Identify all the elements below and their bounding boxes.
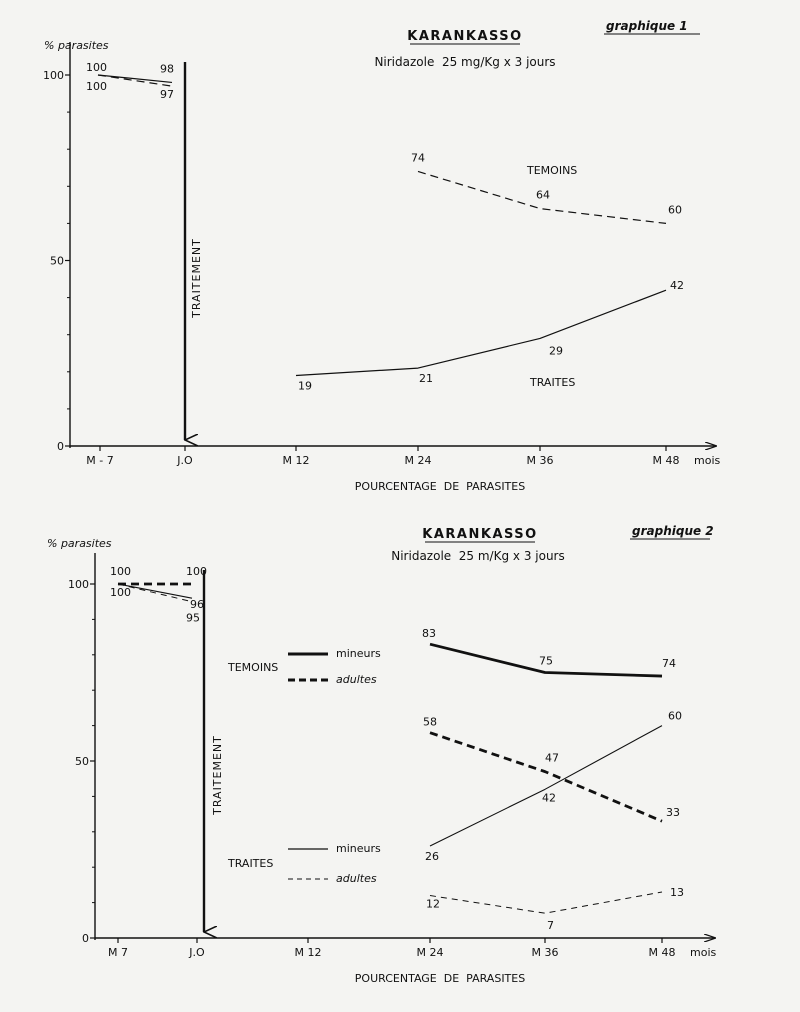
x-tick-label: M 48 bbox=[648, 946, 676, 959]
x-tick-label: M 48 bbox=[652, 454, 680, 467]
data-label: 100 bbox=[86, 80, 107, 93]
data-label: 26 bbox=[425, 849, 439, 863]
data-label: 75 bbox=[539, 654, 553, 668]
legend-label-traites-adultes: adultes bbox=[336, 872, 377, 885]
chart-1-series bbox=[86, 61, 684, 393]
chart-2-tag: graphique 2 bbox=[632, 524, 714, 538]
x-tick-label: M - 7 bbox=[86, 454, 114, 467]
x-tick-label: M 24 bbox=[404, 454, 432, 467]
chart-1-series-label-temoins: TEMOINS bbox=[527, 164, 578, 177]
legend-group-traites: TRAITES bbox=[228, 857, 274, 870]
chart-2-legend bbox=[227, 647, 381, 885]
chart-2 bbox=[47, 524, 717, 985]
chart-1-subtitle: Niridazole 25 mg/Kg x 3 jours bbox=[374, 55, 556, 69]
x-tick-label: M 7 bbox=[108, 946, 128, 959]
series-line bbox=[98, 75, 172, 82]
x-tick-label: J.O bbox=[189, 946, 205, 959]
legend-label-traites-mineurs: mineurs bbox=[336, 842, 381, 855]
data-label: 13 bbox=[670, 885, 684, 899]
data-label: 97 bbox=[160, 88, 174, 102]
x-tick-label: M 36 bbox=[526, 454, 554, 467]
data-label: 74 bbox=[662, 657, 676, 671]
data-label: 60 bbox=[668, 203, 682, 217]
x-tick-label: J.O bbox=[177, 454, 193, 467]
data-label: 42 bbox=[542, 791, 556, 805]
legend-label-temoins-mineurs: mineurs bbox=[336, 647, 381, 660]
chart-2-x-title: POURCENTAGE DE PARASITES bbox=[354, 972, 526, 985]
data-label: 21 bbox=[419, 372, 433, 386]
y-tick-label: 0 bbox=[57, 440, 64, 453]
y-tick-label: 50 bbox=[75, 755, 89, 768]
chart-1-title: KARANKASSO bbox=[407, 29, 523, 44]
series-line bbox=[430, 733, 662, 822]
data-label: 96 bbox=[190, 598, 204, 612]
data-label: 95 bbox=[186, 611, 200, 625]
chart-2-series bbox=[110, 565, 684, 932]
x-tick-label: M 36 bbox=[531, 946, 559, 959]
chart-1-series-label-traites: TRAITES bbox=[530, 376, 576, 389]
chart-2-title: KARANKASSO bbox=[422, 527, 538, 542]
data-label: 83 bbox=[422, 627, 436, 641]
chart-2-x-ticks bbox=[108, 938, 717, 959]
x-unit-label: mois bbox=[694, 454, 721, 467]
data-label: 100 bbox=[86, 61, 107, 74]
y-tick-label: 0 bbox=[82, 932, 89, 945]
series-line bbox=[430, 892, 662, 913]
chart-2-y-label: % parasites bbox=[47, 537, 112, 550]
data-label: 29 bbox=[549, 344, 563, 358]
x-unit-label: mois bbox=[690, 946, 717, 959]
y-tick-label: 100 bbox=[43, 69, 64, 82]
data-label: 60 bbox=[668, 709, 682, 723]
chart-1-tag: graphique 1 bbox=[606, 19, 688, 33]
data-label: 33 bbox=[666, 806, 680, 820]
data-label: 64 bbox=[536, 188, 550, 202]
data-label: 47 bbox=[545, 751, 559, 765]
x-tick-label: M 24 bbox=[416, 946, 444, 959]
data-label: 7 bbox=[547, 919, 554, 933]
data-label: 100 bbox=[186, 565, 207, 578]
chart-1-y-label: % parasites bbox=[44, 39, 109, 52]
chart-2-subtitle: Niridazole 25 m/Kg x 3 jours bbox=[391, 549, 565, 563]
data-label: 19 bbox=[298, 379, 312, 393]
y-tick-label: 100 bbox=[68, 578, 89, 591]
chart-2-treatment-label: TRAITEMENT bbox=[211, 735, 224, 815]
data-label: 74 bbox=[411, 151, 425, 165]
chart-1-x-ticks bbox=[86, 446, 720, 467]
chart-1-treatment-label: TRAITEMENT bbox=[190, 238, 203, 318]
legend-group-temoins: TEMOINS bbox=[228, 661, 279, 674]
y-tick-label: 50 bbox=[50, 254, 64, 268]
x-tick-label: M 12 bbox=[294, 946, 322, 959]
series-line bbox=[430, 726, 662, 846]
data-label: 42 bbox=[670, 279, 684, 293]
data-label: 100 bbox=[110, 565, 131, 578]
data-label: 98 bbox=[160, 62, 174, 76]
series-line bbox=[296, 290, 666, 375]
chart-1-y-ticks bbox=[43, 69, 70, 453]
chart-2-y-ticks bbox=[68, 578, 95, 945]
legend-label-temoins-adultes: adultes bbox=[336, 673, 377, 686]
x-tick-label: M 12 bbox=[282, 454, 310, 467]
data-label: 100 bbox=[110, 586, 131, 599]
chart-1 bbox=[43, 19, 721, 493]
data-label: 12 bbox=[426, 897, 440, 911]
data-label: 58 bbox=[423, 715, 437, 729]
chart-1-x-title: POURCENTAGE DE PARASITES bbox=[354, 480, 526, 493]
